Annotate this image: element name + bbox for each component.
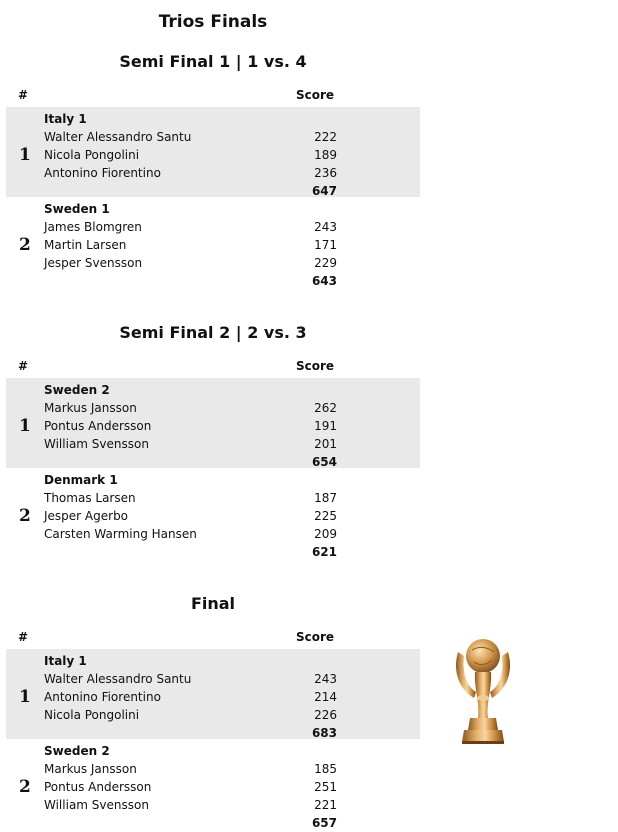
team-name: Sweden 2 xyxy=(44,744,110,758)
player-name: Carsten Warming Hansen xyxy=(44,527,197,541)
team-name: Sweden 1 xyxy=(44,202,110,216)
score-column-header: Score xyxy=(296,359,335,373)
player-score: 251 xyxy=(314,780,337,794)
rank-column-header: # xyxy=(18,359,29,373)
score-column-header: Score xyxy=(296,630,335,644)
semi-final-1-section xyxy=(0,51,618,296)
player-name: Antonino Fiorentino xyxy=(44,166,161,180)
player-score: 262 xyxy=(314,401,337,415)
player-score: 243 xyxy=(314,672,337,686)
player-name: James Blomgren xyxy=(44,220,142,234)
team-row xyxy=(6,649,420,739)
team-name: Italy 1 xyxy=(44,112,87,126)
player-score: 187 xyxy=(314,491,337,505)
player-name: Nicola Pongolini xyxy=(44,708,140,722)
team-total: 683 xyxy=(311,726,337,740)
team-rank: 2 xyxy=(19,235,31,255)
team-total: 621 xyxy=(311,545,337,559)
player-name: Jesper Svensson xyxy=(44,256,143,270)
section-title: Semi Final 1 | 1 vs. 4 xyxy=(119,52,307,71)
player-name: Thomas Larsen xyxy=(44,491,136,505)
team-total: 643 xyxy=(311,274,337,288)
team-row xyxy=(6,739,420,829)
trophy-icon xyxy=(450,632,516,746)
player-score: 214 xyxy=(314,690,337,704)
rank-column-header: # xyxy=(18,630,29,644)
player-name: William Svensson xyxy=(44,437,149,451)
rank-column-header: # xyxy=(18,88,29,102)
player-score: 191 xyxy=(314,419,337,433)
player-name: Walter Alessandro Santu xyxy=(44,672,192,686)
player-name: Pontus Andersson xyxy=(44,419,152,433)
final-section xyxy=(0,593,618,830)
team-name: Sweden 2 xyxy=(44,383,110,397)
player-name: Antonino Fiorentino xyxy=(44,690,161,704)
player-score: 226 xyxy=(314,708,337,722)
section-title: Semi Final 2 | 2 vs. 3 xyxy=(119,323,307,342)
team-row xyxy=(6,197,420,287)
section-title: Final xyxy=(190,594,236,613)
player-score: 209 xyxy=(314,527,337,541)
team-total: 647 xyxy=(311,184,337,198)
page-title: Trios Finals xyxy=(158,12,268,32)
team-total: 657 xyxy=(311,816,337,830)
team-row xyxy=(6,107,420,197)
team-name: Italy 1 xyxy=(44,654,87,668)
team-rank: 2 xyxy=(19,506,31,526)
player-score: 221 xyxy=(314,798,337,812)
score-column-header: Score xyxy=(296,88,335,102)
team-name: Denmark 1 xyxy=(44,473,118,487)
player-score: 171 xyxy=(314,238,337,252)
player-score: 222 xyxy=(314,130,337,144)
player-name: Pontus Andersson xyxy=(44,780,152,794)
player-score: 243 xyxy=(314,220,337,234)
player-name: Jesper Agerbo xyxy=(44,509,129,523)
team-rank: 2 xyxy=(19,777,31,797)
player-score: 225 xyxy=(314,509,337,523)
player-name: Markus Jansson xyxy=(44,762,137,776)
player-name: Martin Larsen xyxy=(44,238,127,252)
team-rank: 1 xyxy=(19,145,31,165)
player-name: Walter Alessandro Santu xyxy=(44,130,192,144)
player-name: Markus Jansson xyxy=(44,401,137,415)
team-row xyxy=(6,378,420,468)
team-rank: 1 xyxy=(19,687,31,707)
player-name: William Svensson xyxy=(44,798,149,812)
player-score: 236 xyxy=(314,166,337,180)
team-row xyxy=(6,468,420,558)
player-score: 229 xyxy=(314,256,337,270)
semi-final-2-section xyxy=(0,322,618,567)
player-score: 189 xyxy=(314,148,337,162)
team-rank: 1 xyxy=(19,416,31,436)
player-score: 185 xyxy=(314,762,337,776)
player-score: 201 xyxy=(314,437,337,451)
team-total: 654 xyxy=(311,455,337,469)
player-name: Nicola Pongolini xyxy=(44,148,140,162)
